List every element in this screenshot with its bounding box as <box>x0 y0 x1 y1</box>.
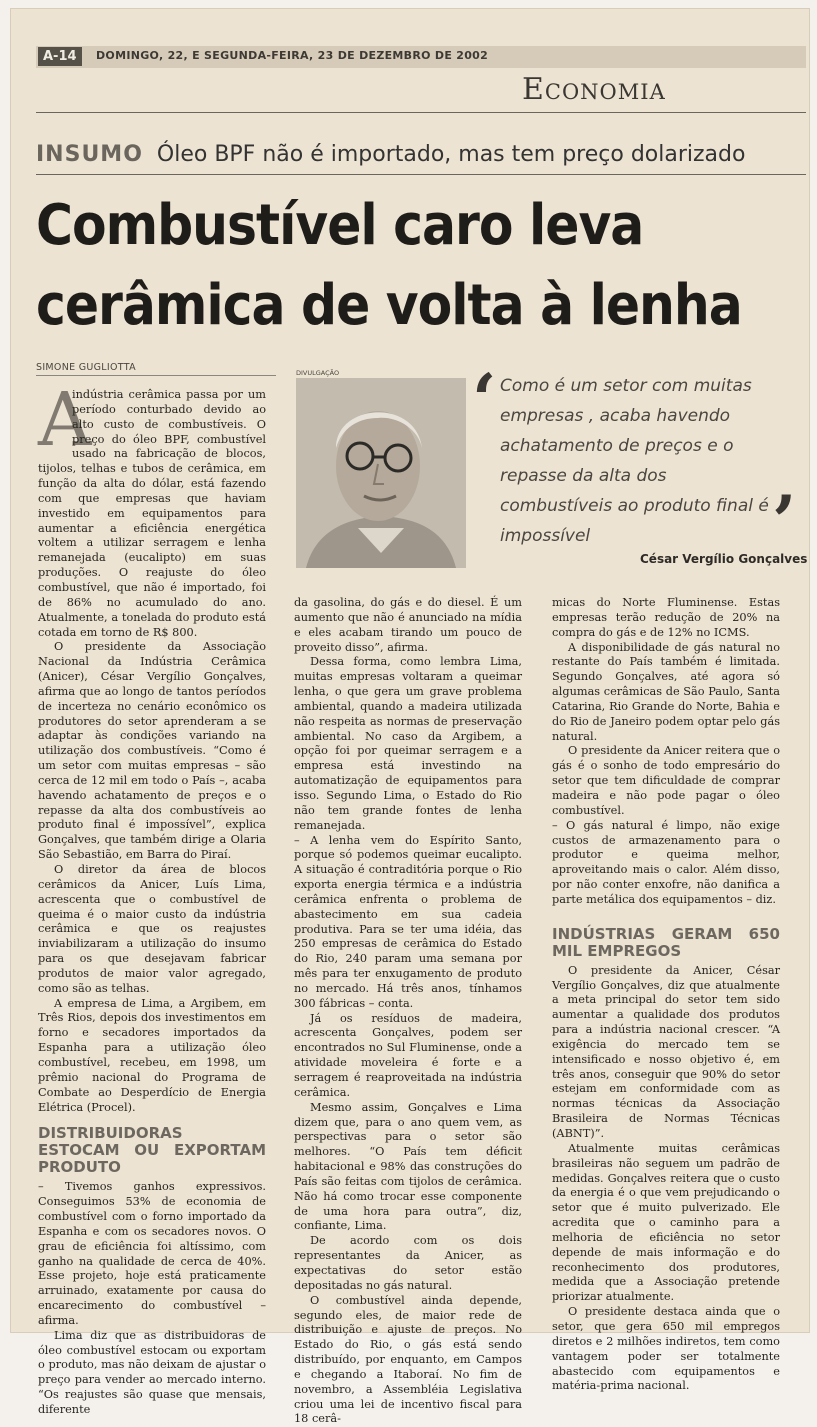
paragraph: O presidente da Anicer reitera que o gás é o sonho de todo empresário do setor que tem dificuldade de comprar madeira e não pode pagar o óleo combustível. <box>552 744 780 817</box>
header-rule <box>36 112 806 113</box>
portrait-photo <box>296 378 466 568</box>
photo-credit: DIVULGAÇÃO <box>296 369 340 377</box>
kicker-rule <box>36 174 806 175</box>
page-number: A-14 <box>38 47 82 66</box>
article-column-2 <box>294 596 522 1427</box>
byline: SIMONE GUGLIOTTA <box>36 362 136 373</box>
paragraph: O presidente destaca ainda que o setor, que gera 650 mil empregos diretos e 2 milhões indiretos, tem como vantagem poder ser totalmente abastecido com equipamentos e matéria-prima nacional. <box>552 1305 780 1393</box>
subheading: DISTRIBUIDORAS ESTOCAM OU EXPORTAM PRODUTO <box>38 1124 266 1177</box>
kicker-text: Óleo BPF não é importado, mas tem preço dolarizado <box>156 142 746 167</box>
paragraph: O combustível ainda depende, segundo eles, de maior rede de distribuição e ajuste de preços. No Estado do Rio, o gás está sendo distribuído, por enquanto, em Campos e chegando a Itaboraí. No fim de novembro, a Assembléia Legislativa criou uma lei de incentivo fiscal para 18 cerâ- <box>294 1293 522 1426</box>
paragraph: Atualmente muitas cerâmicas brasileiras não seguem um padrão de medidas. Gonçalves reitera que o custo da energia é o que vem prejudicando o setor que é muito pulverizado. Ele acredita que o caminho para a melhoria de eficiência no setor depende de mais informação e do reconhecimento dos produtores, medida que a Associação pretende priorizar atualmente. <box>552 1141 780 1304</box>
pullquote-text: Como é um setor com muitas empresas , acaba havendo achatamento de preços e o repasse da alta dos combustíveis ao produto final é impossível <box>500 376 769 546</box>
paragraph: O diretor da área de blocos cerâmicos da Anicer, Luís Lima, acrescenta que o combustível de queima é o maior custo da indústria cerâmica e que os reajustes inviabilizaram a utilização do insumo para os que desejavam fabricar produtos de maior valor agregado, como são as telhas. <box>38 863 266 995</box>
paragraph: A indústria cerâmica passa por um período conturbado devido ao alto custo de combustíveis. O preço do óleo BPF, combustível usado na fabricação de blocos, tijolos, telhas e tubos de cerâmica, em função da alta do dólar, está fazendo com que empresas que haviam investido em equipamentos para aumentar a eficiência energética voltem a utilizar serragem e lenha remanejada (eucalipto) em suas produções. O reajuste do óleo combustível, que não é importado, foi de 86% no acumulado do ano. Atualmente, a tonelada do produto está cotada em torno de R$ 800. <box>38 377 266 639</box>
paragraph: – Tivemos ganhos expressivos. Conseguimos 53% de economia de combustível com o forno importado da Espanha e com os secadores novos. O grau de eficiência foi altíssimo, com ganho na qualidade de cerca de 40%. Esse projeto, hoje está praticamente arruinado, exatamente por causa do encarecimento do combustível – afirma. <box>38 1180 266 1327</box>
subheading: INDÚSTRIAS GERAM 650 MIL EMPREGOS <box>552 924 780 960</box>
quote-close-mark: ’ <box>772 480 797 563</box>
paragraph: Dessa forma, como lembra Lima, muitas empresas voltaram a queimar lenha, o que gera um grave problema ambiental, quando a madeira utilizada não respeita as normas de preservação ambiental. No caso da Argibem, a opção foi por queimar serragem e a empresa está investindo na automatização de equipamentos para isso. Segundo Lima, o Estado do Rio não tem grande fontes de lenha remanejada. <box>294 655 522 832</box>
article-column-3 <box>552 596 780 1394</box>
quote-open-mark: ‘ <box>472 358 497 441</box>
paragraph: De acordo com os dois representantes da Anicer, as expectativas do setor estão depositadas no gás natural. <box>294 1234 522 1292</box>
paragraph: A disponibilidade de gás natural no restante do País também é limitada. Segundo Gonçalves, até agora só algumas cerâmicas de São Paulo, Santa Catarina, Rio Grande do Norte, Bahia e do Rio de Janeiro podem optar pelo gás natural. <box>552 640 780 743</box>
headline <box>36 186 796 346</box>
paragraph: – O gás natural é limpo, não exige custos de armazenamento para o produtor e queima melhor, aproveitando mais o calor. Além disso, por não conter enxofre, não danifica a parte metálica dos equipamentos – diz. <box>552 818 780 906</box>
kicker <box>36 142 745 167</box>
paragraph: Mesmo assim, Gonçalves e Lima dizem que, para o ano quem vem, as perspectivas para o setor são melhores. “O País tem déficit habitacional e 98% das construções do País são feitas com tijolos de cerâmica. Não há como trocar esse componente de uma hora para outra”, diz, confiante, Lima. <box>294 1100 522 1233</box>
byline-rule <box>36 375 276 376</box>
headline-line-1: Combustível caro leva <box>36 193 644 258</box>
section-title: Economia <box>522 72 666 107</box>
paragraph: da gasolina, do gás e do diesel. É um aumento que não é anunciado na mídia e eles acabam tirando um pouco de proveito disso”, afirma. <box>294 596 522 654</box>
pullquote-author: César Vergílio Gonçalves <box>640 552 808 566</box>
paragraph: A empresa de Lima, a Argibem, em Três Rios, depois dos investimentos em forno e secadores importados da Espanha para a utilização óleo combustível, recebeu, em 1998, um prêmio nacional do Programa de Combate ao Desperdício de Energia Elétrica (Procel). <box>38 996 266 1114</box>
paragraph: Lima diz que as distribuidoras de óleo combustível estocam ou exportam o produto, mas não deixam de ajustar o preço para vender ao mercado interno. “Os reajustes são quase que mensais, diferente <box>38 1328 266 1416</box>
drop-cap: A <box>38 377 92 463</box>
portrait-illustration <box>296 378 466 568</box>
article-column-1 <box>38 377 266 1418</box>
paragraph: micas do Norte Fluminense. Estas empresas terão redução de 20% na compra do gás e de 12% no ICMS. <box>552 596 780 639</box>
paragraph: Já os resíduos de madeira, acrescenta Gonçalves, podem ser encontrados no Sul Fluminense, onde a atividade moveleira é forte e a serragem é reaproveitada na indústria cerâmica. <box>294 1011 522 1099</box>
kicker-tag: INSUMO <box>36 142 143 167</box>
dateline: DOMINGO, 22, E SEGUNDA-FEIRA, 23 DE DEZEMBRO DE 2002 <box>96 49 489 62</box>
headline-line-2: cerâmica de volta à lenha <box>36 273 742 338</box>
paragraph: – A lenha vem do Espírito Santo, porque só podemos queimar eucalipto. A situação é contraditória porque o Rio exporta energia térmica e a indústria cerâmica enfrenta o problema de abastecimento em sua cadeia produtiva. Para se ter uma idéia, das 250 empresas de cerâmica do Estado do Rio, 240 param uma semana por mês para ter enxugamento de produto no mercado. Há três anos, tínhamos 300 fábricas – conta. <box>294 833 522 1010</box>
paragraph: O presidente da Anicer, César Vergílio Gonçalves, diz que atualmente a meta principal do setor tem sido aumentar a qualidade dos produtos para a indústria nacional crescer. “A exigência do mercado tem se intensificado e nosso objetivo é, em três anos, conseguir que 90% do setor estejam em conformidade com as normas técnicas da Associação Brasileira de Normas Técnicas (ABNT)”. <box>552 963 780 1140</box>
paragraph: O presidente da Associação Nacional da Indústria Cerâmica (Anicer), César Vergílio Gonçalves, afirma que ao longo de tantos períodos de incerteza no cenário econômico os produtores do setor aprenderam a se adaptar às condições variando na utilização dos combustíveis. “Como é um setor com muitas empresas – são cerca de 12 mil em todo o País –, acaba havendo achatamento de preços e o repasse da alta dos combustíveis ao produto final é impossível”, explica Gonçalves, que também dirige a Olaria São Sebastião, em Barra do Piraí. <box>38 640 266 862</box>
